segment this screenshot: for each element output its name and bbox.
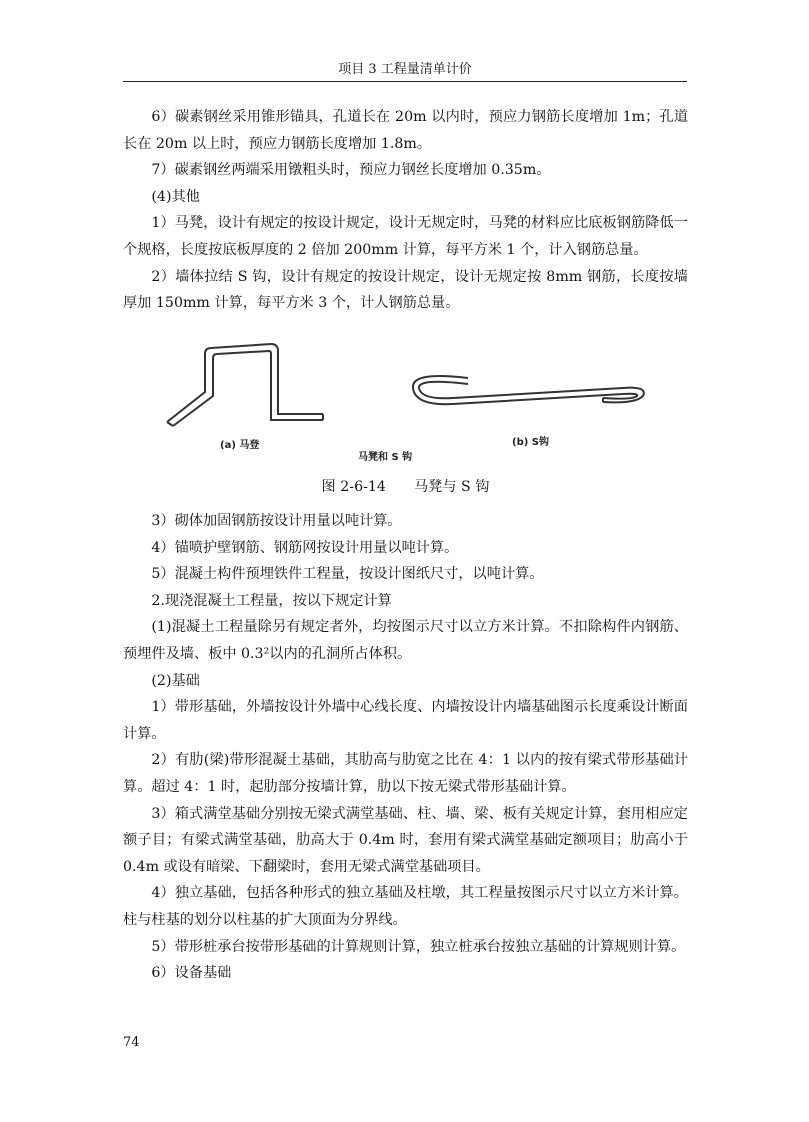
figure-ma-deng-s-hook: [123, 338, 688, 463]
paragraph: (1)混凝土工程量除另有规定者外，均按图示尺寸以立方米计算。不扣除构件内钢筋、预埋件及墙、板中 0.3²以内的孔洞所占体积。: [123, 619, 688, 662]
paragraph: 5）带形桩承台按带形基础的计算规则计算，独立桩承台按独立基础的计算规则计算。: [151, 938, 686, 955]
paragraph: 6）碳素钢丝采用锥形锚具，孔道长在 20m 以内时，预应力钢筋长度增加 1m；孔道长在 20m 以上时，预应力钢筋长度增加 1.8m。: [123, 109, 688, 152]
figure-center-label: 马凳和 S 钩: [358, 452, 413, 463]
body-text-top: [123, 104, 688, 317]
paragraph: 1）带形基础，外墙按设计外墙中心线长度、内墙按设计内墙基础图示长度乘设计断面计算。: [123, 699, 688, 742]
body-text-bottom: [123, 508, 688, 987]
paragraph: 5）混凝土构件预埋铁件工程量，按设计图纸尺寸，以吨计算。: [151, 566, 544, 583]
running-header: 项目 3 工程量清单计价: [338, 62, 472, 77]
paragraph: 3）箱式满堂基础分别按无梁式满堂基础、柱、墙、梁、板有关规定计算，套用相应定额子目；有梁式满堂基础，肋高大于 0.4m 时，套用有梁式满堂基础定额项目；肋高小于 0.4m 或设有暗梁、下翻梁时，套用无梁式满堂基础项目。: [123, 805, 688, 875]
caption-title: 马凳与 S 钩: [413, 479, 490, 495]
paragraph: 3）砌体加固钢筋按设计用量以吨计算。: [151, 513, 402, 529]
ma-deng-drawing: [167, 344, 323, 422]
caption-number: 图 2-6-14: [321, 479, 386, 495]
paragraph: (2)基础: [151, 672, 200, 689]
paragraph: 4）锚喷护壁钢筋、钢筋网按设计用量以吨计算。: [151, 539, 459, 556]
header-rule: [123, 81, 687, 82]
paragraph: 6）设备基础: [151, 965, 232, 982]
figure-label-a: (a) 马登: [220, 440, 260, 451]
paragraph: 2.现浇混凝土工程量，按以下规定计算: [151, 592, 392, 609]
figure-caption: [123, 478, 688, 496]
page-number: 74: [123, 1035, 140, 1050]
paragraph: (4)其他: [151, 188, 200, 205]
paragraph: 2）有肋(梁)带形混凝土基础，其肋高与肋宽之比在 4：1 以内的按有梁式带形基础计算。超过 4：1 时，起肋部分按墙计算，肋以下按无梁式带形基础计算。: [123, 752, 689, 795]
figure-label-b: (b) S钩: [512, 437, 549, 448]
paragraph: 4）独立基础，包括各种形式的独立基础及柱墩，其工程量按图示尺寸以立方米计算。柱与柱基的划分以柱基的扩大顶面为分界线。: [123, 885, 688, 928]
paragraph: 7）碳素钢丝两端采用镦粗头时，预应力钢丝长度增加 0.35m。: [151, 162, 551, 179]
figure-drawing: [123, 338, 688, 463]
paragraph: 2）墙体拉结 S 钩，设计有规定的按设计规定，设计无规定按 8mm 钢筋，长度按墙厚加 150mm 计算，每平方米 3 个，计人钢筋总量。: [123, 268, 688, 312]
paragraph: 1）马凳，设计有规定的按设计规定，设计无规定时，马凳的材料应比底板钢筋降低一个规格，长度按底板厚度的 2 倍加 200mm 计算，每平方米 1 个，计入钢筋总量。: [123, 215, 688, 258]
